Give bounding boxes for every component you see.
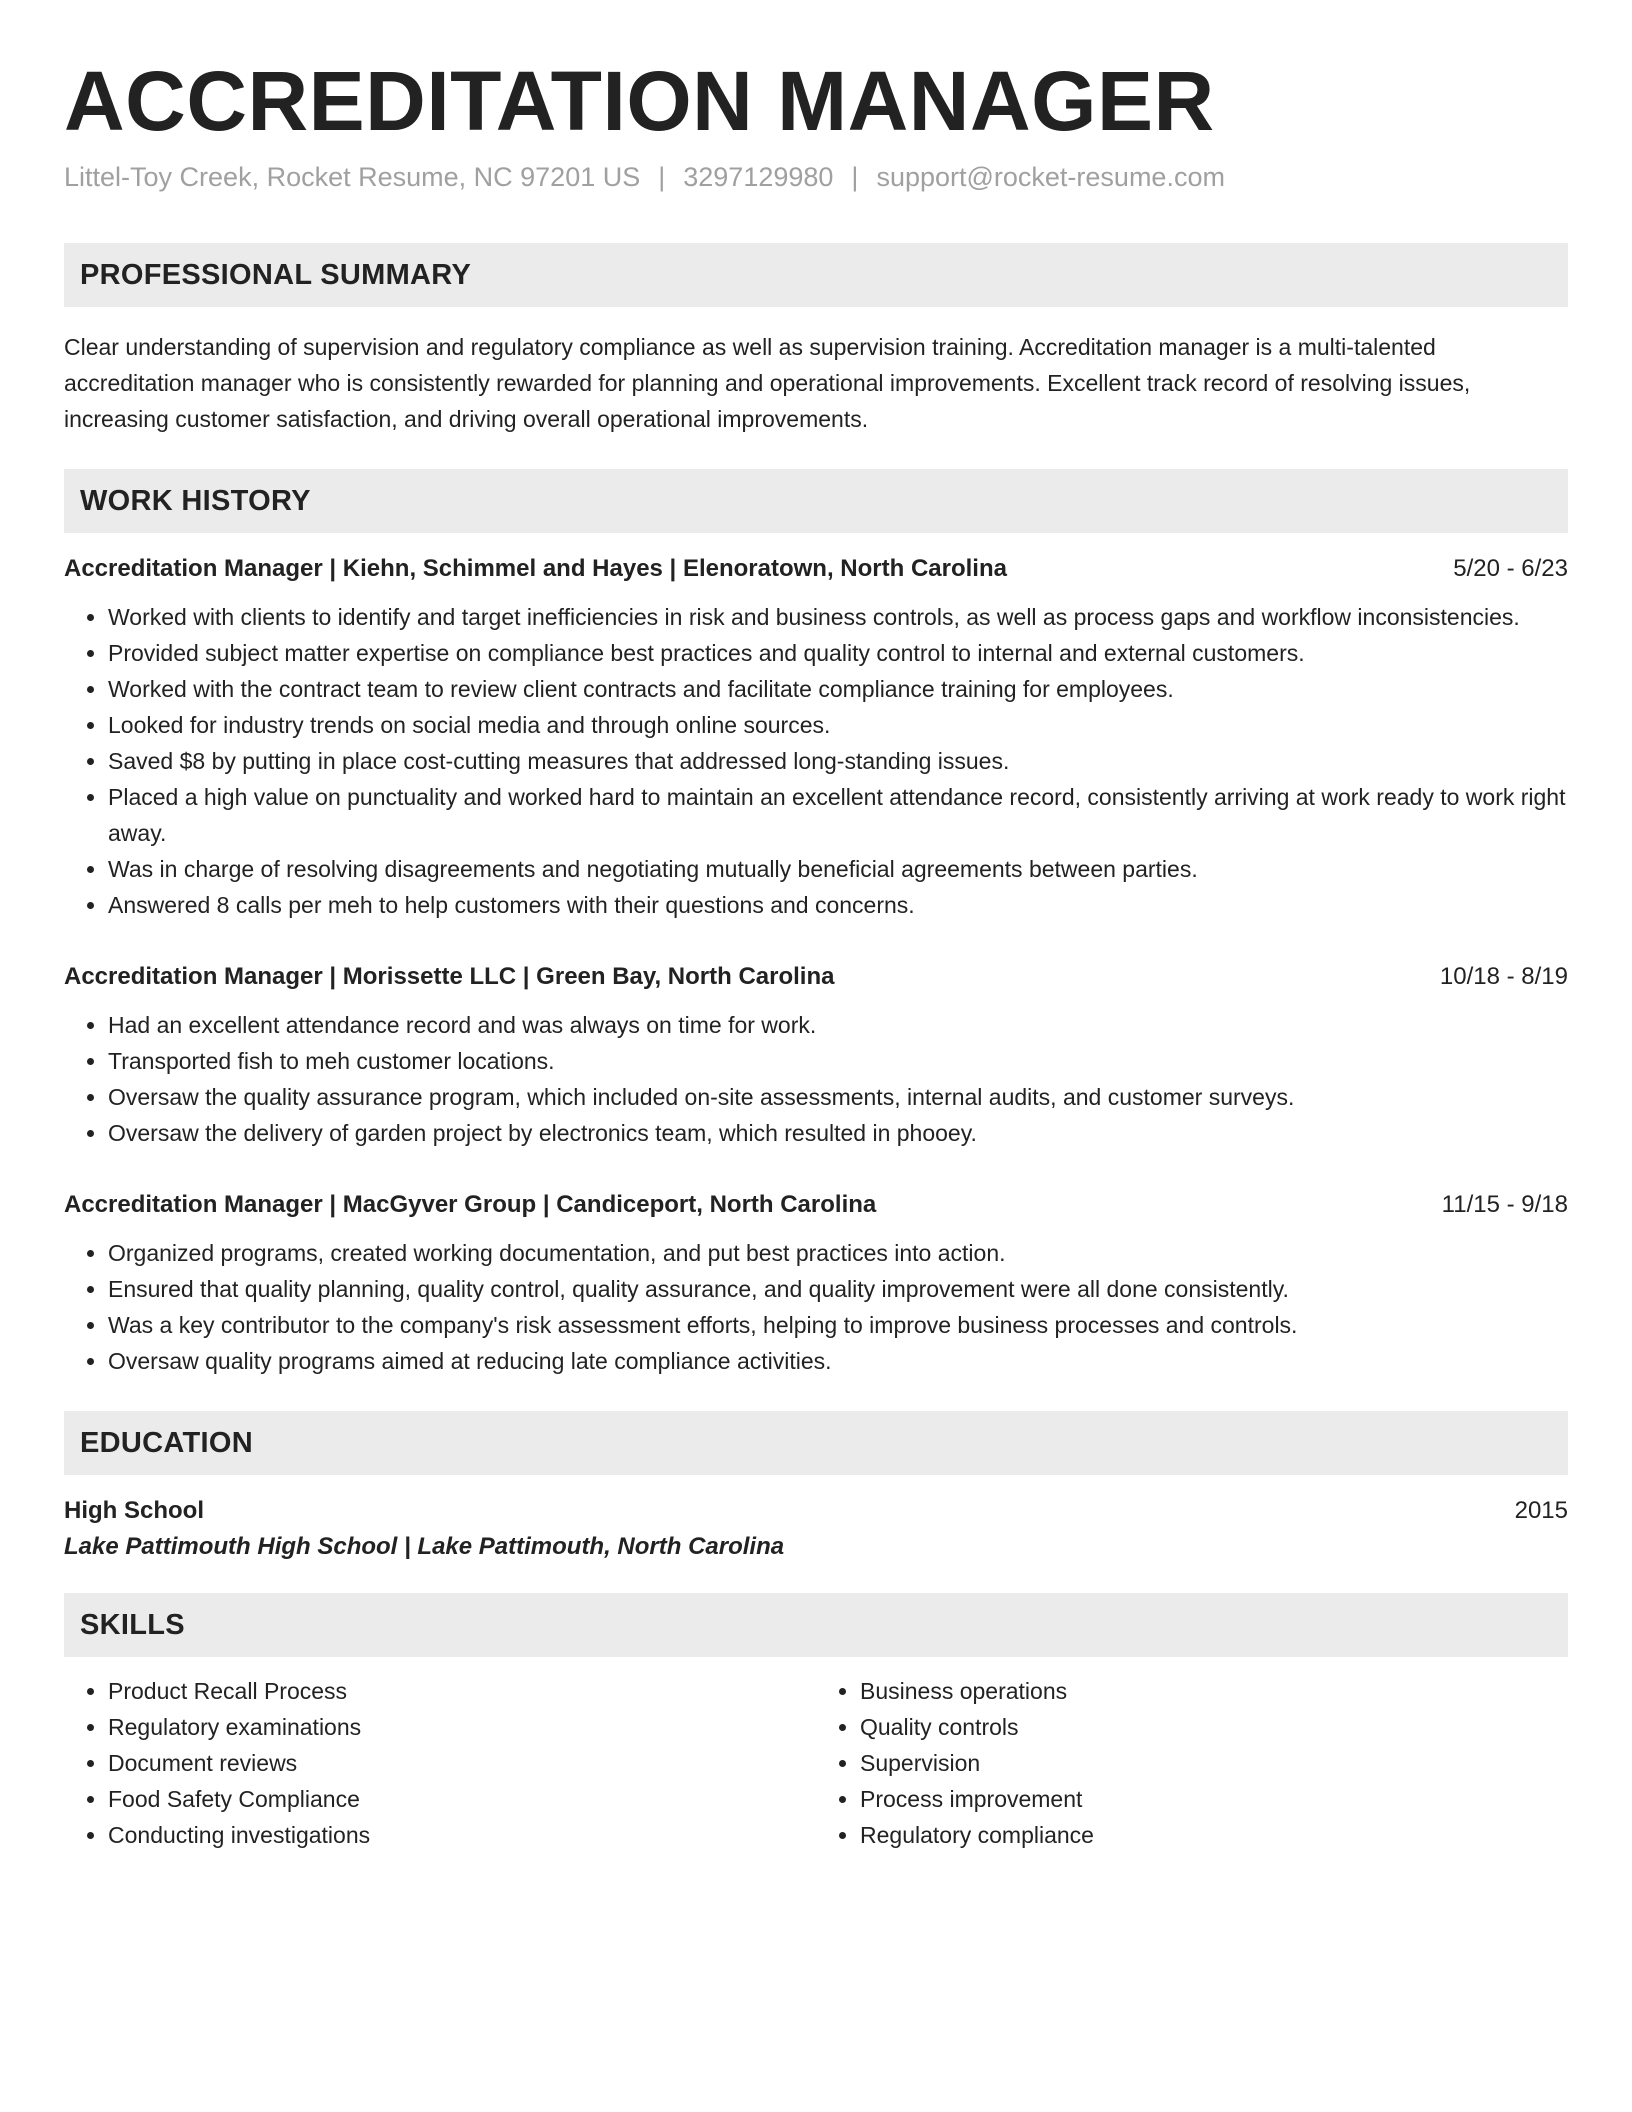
skill-item: • Document reviews: [108, 1745, 816, 1781]
contact-separator: |: [851, 162, 859, 193]
skills-section-header: [64, 1593, 1568, 1657]
work-section-header: [64, 469, 1568, 533]
job-title: Accreditation Manager | Morissette LLC | Green Bay, North Carolina: [64, 963, 835, 991]
skills-column-right: [816, 1673, 1568, 1853]
job-title: Accreditation Manager | MacGyver Group | Candiceport, North Carolina: [64, 1191, 877, 1219]
job-header: [64, 963, 1568, 991]
contact-separator: |: [658, 162, 666, 193]
job-bullet: • Was a key contributor to the company's risk assessment efforts, helping to improve business processes and controls.: [108, 1307, 1568, 1343]
job-bullet: • Worked with the contract team to review client contracts and facilitate compliance training for employees.: [108, 671, 1568, 707]
skill-item: • Quality controls: [860, 1709, 1568, 1745]
education-year: 2015: [1514, 1497, 1568, 1525]
job-bullet: • Provided subject matter expertise on compliance best practices and quality control to internal and external customers.: [108, 635, 1568, 671]
job-dates: 5/20 - 6/23: [1453, 555, 1568, 583]
job-bullet: • Was in charge of resolving disagreements and negotiating mutually beneficial agreements between parties.: [108, 851, 1568, 887]
job-dates: 11/15 - 9/18: [1441, 1191, 1568, 1219]
work-heading: WORK HISTORY: [80, 484, 311, 517]
job-header: [64, 1191, 1568, 1219]
summary-section-header: [64, 243, 1568, 307]
education-degree: High School: [64, 1497, 204, 1525]
contact-line: [64, 162, 1568, 193]
job-title: Accreditation Manager | Kiehn, Schimmel and Hayes | Elenoratown, North Carolina: [64, 555, 1007, 583]
job-bullet: • Oversaw quality programs aimed at reducing late compliance activities.: [108, 1343, 1568, 1379]
skill-item: • Process improvement: [860, 1781, 1568, 1817]
job-bullets: [64, 599, 1568, 923]
job-dates: 10/18 - 8/19: [1439, 963, 1568, 991]
job-bullet: • Answered 8 calls per meh to help customers with their questions and concerns.: [108, 887, 1568, 923]
job-bullet: • Oversaw the quality assurance program, which included on-site assessments, internal audits, and customer surveys.: [108, 1079, 1568, 1115]
job-bullet: • Transported fish to meh customer locations.: [108, 1043, 1568, 1079]
skill-item: • Business operations: [860, 1673, 1568, 1709]
skill-item: • Conducting investigations: [108, 1817, 816, 1853]
skills-column-left: [64, 1673, 816, 1853]
skill-item: • Food Safety Compliance: [108, 1781, 816, 1817]
job-header: [64, 555, 1568, 583]
job-bullet: • Oversaw the delivery of garden project by electronics team, which resulted in phooey.: [108, 1115, 1568, 1151]
summary-heading: PROFESSIONAL SUMMARY: [80, 258, 472, 291]
job-entry: [64, 555, 1568, 923]
job-bullets: [64, 1235, 1568, 1379]
job-entry: [64, 963, 1568, 1151]
contact-email: support@rocket-resume.com: [876, 162, 1225, 193]
job-bullet: • Had an excellent attendance record and was always on time for work.: [108, 1007, 1568, 1043]
skills-list: [64, 1673, 1568, 1853]
job-entry: [64, 1191, 1568, 1379]
education-entry: [64, 1497, 1568, 1525]
job-bullet: • Ensured that quality planning, quality control, quality assurance, and quality improvement were all done consistently.: [108, 1271, 1568, 1307]
skill-item: • Regulatory compliance: [860, 1817, 1568, 1853]
job-bullet: • Looked for industry trends on social media and through online sources.: [108, 707, 1568, 743]
skill-item: • Supervision: [860, 1745, 1568, 1781]
candidate-name: ACCREDITATION MANAGER: [64, 54, 1215, 148]
contact-phone: 3297129980: [683, 162, 834, 193]
skill-item: • Product Recall Process: [108, 1673, 816, 1709]
skills-heading: SKILLS: [80, 1608, 185, 1641]
job-bullet: • Organized programs, created working documentation, and put best practices into action.: [108, 1235, 1568, 1271]
job-bullet: • Worked with clients to identify and target inefficiencies in risk and business controls, as well as process gaps and workflow inconsistencies.: [108, 599, 1568, 635]
summary-text: Clear understanding of supervision and regulatory compliance as well as supervision training. Accreditation manager is a multi-talented accreditation manager who is consistently rewarded for planning and operational improvements. Excellent track record of resolving issues, increasing customer satisfaction, and driving overall operational improvements.: [64, 334, 1471, 433]
work-history-list: [64, 555, 1568, 1379]
job-bullet: • Saved $8 by putting in place cost-cutting measures that addressed long-standing issues.: [108, 743, 1568, 779]
education-heading: EDUCATION: [80, 1426, 253, 1459]
job-bullet: • Placed a high value on punctuality and worked hard to maintain an excellent attendance record, consistently arriving at work ready to work right away.: [108, 779, 1568, 851]
education-school: Lake Pattimouth High School | Lake Pattimouth, North Carolina: [64, 1533, 785, 1561]
skill-item: • Regulatory examinations: [108, 1709, 816, 1745]
job-bullets: [64, 1007, 1568, 1151]
education-section-header: [64, 1411, 1568, 1475]
contact-address: Littel-Toy Creek, Rocket Resume, NC 97201 US: [64, 162, 641, 193]
